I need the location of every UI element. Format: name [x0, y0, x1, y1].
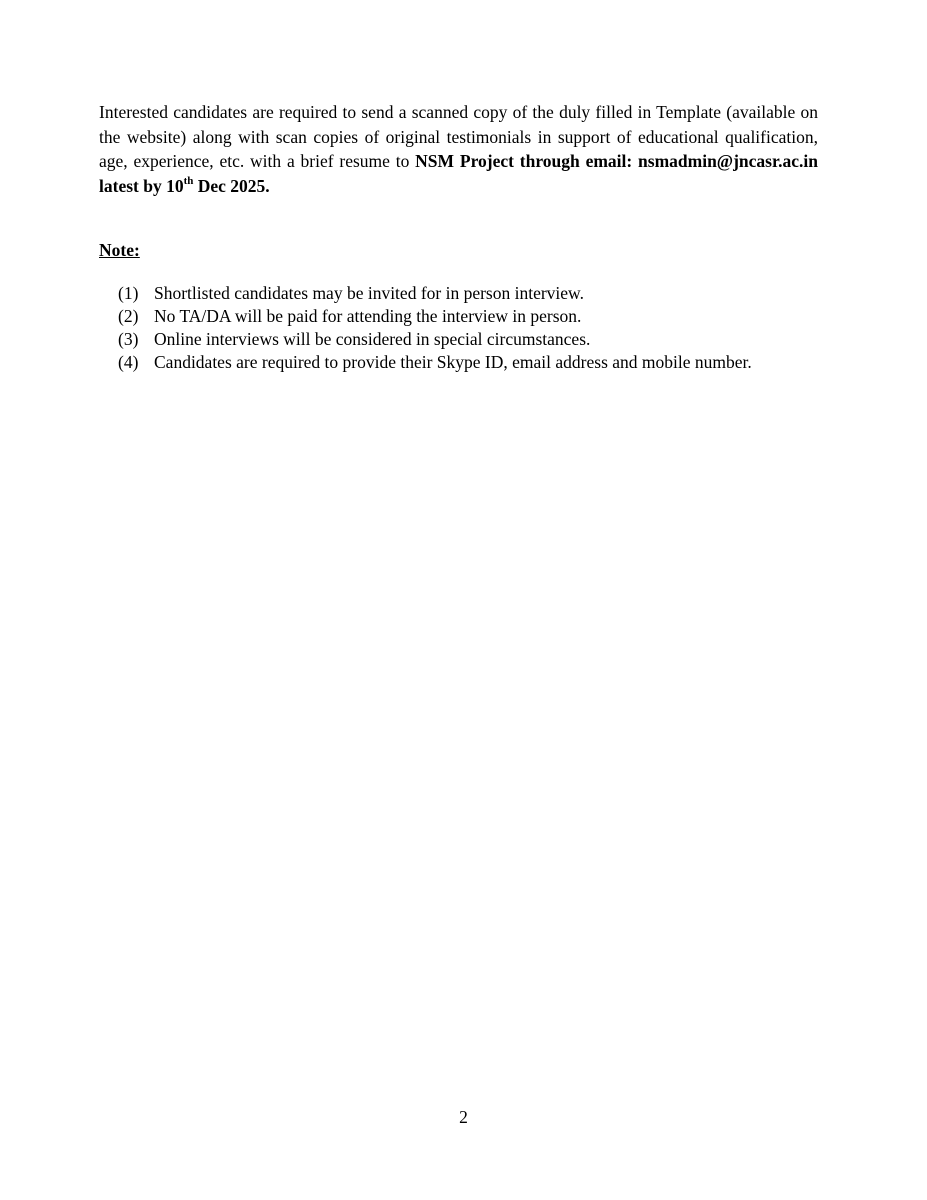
instructions-paragraph	[99, 100, 818, 198]
list-item-number: (1)	[118, 283, 139, 303]
note-heading: Note:	[99, 240, 140, 260]
list-item-text: Shortlisted candidates may be invited for in person interview.	[154, 283, 584, 303]
list-item	[118, 305, 838, 328]
instructions-text: Interested candidates are required to send a scanned copy of the duly filled in Template (available on the website) along with scan copies of original testimonials in support of educational qualification, age, experience, etc. with a brief resume to	[99, 102, 818, 171]
list-item-text: Candidates are required to provide their Skype ID, email address and mobile number.	[154, 352, 752, 372]
list-item	[118, 328, 838, 351]
list-item-text: No TA/DA will be paid for attending the interview in person.	[154, 306, 582, 326]
list-item-text: Online interviews will be considered in special circumstances.	[154, 329, 591, 349]
note-list	[118, 282, 838, 374]
list-item-number: (3)	[118, 329, 139, 349]
date-ordinal-suffix: th	[183, 174, 194, 187]
deadline-month-year: Dec 2025.	[193, 175, 270, 196]
list-item	[118, 351, 838, 374]
email-deadline-bold: NSM Project through email: nsmadmin@jncasr.ac.in latest by 10	[99, 151, 818, 196]
list-item-number: (4)	[118, 352, 139, 372]
page-number: 2	[459, 1107, 468, 1127]
list-item-number: (2)	[118, 306, 139, 326]
list-item	[118, 282, 838, 305]
